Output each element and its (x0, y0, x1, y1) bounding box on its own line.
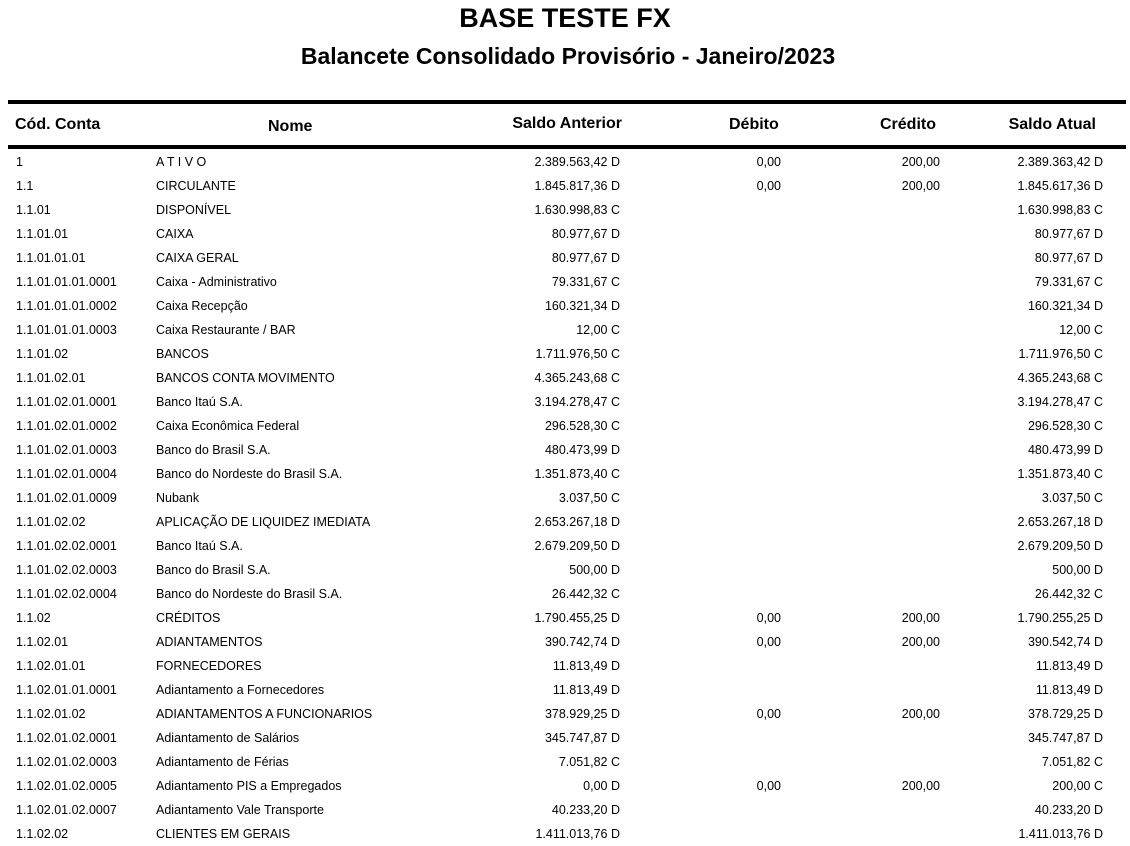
account-name: Banco Itaú S.A. (156, 395, 243, 409)
saldo-atual-value: 480.473,99 D (1027, 443, 1103, 457)
account-code: 1 (16, 155, 23, 169)
saldo-atual-value: 296.528,30 C (1027, 419, 1103, 433)
saldo-anterior-value: 296.528,30 C (544, 419, 620, 433)
account-code: 1.1.02.01.01.0001 (16, 683, 117, 697)
account-code: 1.1.02.01.02.0005 (16, 779, 117, 793)
table-row (0, 270, 1130, 294)
account-name: Adiantamento Vale Transporte (156, 803, 324, 817)
table-row (0, 534, 1130, 558)
account-name: CLIENTES EM GERAIS (156, 827, 291, 841)
report-subtitle: Balancete Consolidado Provisório - Janeiro/2023 (300, 43, 836, 69)
saldo-atual-value: 11.813,49 D (1035, 683, 1103, 697)
account-name: Banco do Brasil S.A. (156, 563, 271, 577)
account-name: Adiantamento a Fornecedores (156, 683, 325, 697)
credito-value: 200,00 (901, 707, 940, 721)
table-row (0, 702, 1130, 726)
account-code: 1.1.02.01.02 (16, 707, 86, 721)
saldo-atual-value: 1.351.873,40 C (1017, 467, 1103, 481)
credito-value: 200,00 (901, 779, 940, 793)
table-row (0, 246, 1130, 270)
credito-value: 200,00 (901, 179, 940, 193)
account-name: DISPONÍVEL (156, 203, 232, 217)
saldo-anterior-value: 79.331,67 C (551, 275, 620, 289)
account-code: 1.1.01.02.02.0001 (16, 539, 117, 553)
account-name: ADIANTAMENTOS A FUNCIONARIOS (156, 707, 373, 721)
saldo-anterior-value: 500,00 D (569, 563, 620, 577)
saldo-anterior-value: 80.977,67 D (551, 227, 620, 241)
table-row (0, 654, 1130, 678)
debito-value: 0,00 (756, 707, 781, 721)
table-row (0, 606, 1130, 630)
saldo-atual-value: 7.051,82 C (1041, 755, 1103, 769)
saldo-atual-value: 1.411.013,76 D (1018, 827, 1103, 841)
report-title: BASE TESTE FX (459, 3, 671, 33)
account-name: BANCOS (156, 347, 209, 361)
saldo-anterior-value: 378.929,25 D (544, 707, 620, 721)
saldo-atual-value: 2.389.363,42 D (1017, 155, 1103, 169)
credito-value: 200,00 (901, 155, 940, 169)
saldo-anterior-value: 1.411.013,76 D (535, 827, 620, 841)
saldo-anterior-value: 26.442,32 C (551, 587, 620, 601)
table-row (0, 174, 1130, 198)
table-row (0, 486, 1130, 510)
saldo-anterior-value: 11.813,49 D (552, 659, 620, 673)
account-code: 1.1 (16, 179, 34, 193)
saldo-atual-value: 1.630.998,83 C (1017, 203, 1103, 217)
table-row (0, 366, 1130, 390)
account-name: Caixa - Administrativo (156, 275, 277, 289)
table-row (0, 222, 1130, 246)
column-header-debito: Débito (729, 116, 779, 133)
account-name: CRÉDITOS (156, 611, 221, 625)
saldo-atual-value: 345.747,87 D (1027, 731, 1103, 745)
saldo-anterior-value: 7.051,82 C (558, 755, 620, 769)
saldo-atual-value: 378.729,25 D (1027, 707, 1103, 721)
saldo-anterior-value: 4.365.243,68 C (534, 371, 620, 385)
saldo-anterior-value: 2.389.563,42 D (534, 155, 620, 169)
saldo-atual-value: 200,00 C (1052, 779, 1103, 793)
saldo-atual-value: 500,00 D (1052, 563, 1103, 577)
saldo-anterior-value: 3.194.278,47 C (534, 395, 620, 409)
saldo-anterior-value: 80.977,67 D (551, 251, 620, 265)
table-row (0, 150, 1130, 174)
saldo-atual-value: 1.711.976,50 C (1018, 347, 1103, 361)
table-row (0, 438, 1130, 462)
saldo-anterior-value: 12,00 C (576, 323, 620, 337)
table-row (0, 462, 1130, 486)
table-row (0, 414, 1130, 438)
account-name: Banco do Brasil S.A. (156, 443, 271, 457)
saldo-atual-value: 160.321,34 D (1027, 299, 1103, 313)
credito-value: 200,00 (901, 611, 940, 625)
account-code: 1.1.01.01.01.0002 (16, 299, 117, 313)
account-code: 1.1.01.02.01.0001 (16, 395, 117, 409)
saldo-anterior-value: 1.630.998,83 C (534, 203, 620, 217)
table-row (0, 822, 1130, 846)
saldo-atual-value: 3.037,50 C (1041, 491, 1103, 505)
account-name: A T I V O (156, 155, 207, 169)
account-code: 1.1.02.01.02.0001 (16, 731, 117, 745)
saldo-anterior-value: 1.845.817,36 D (534, 179, 620, 193)
saldo-atual-value: 1.845.617,36 D (1017, 179, 1103, 193)
account-code: 1.1.01.02.01.0002 (16, 419, 117, 433)
saldo-anterior-value: 1.711.976,50 C (535, 347, 620, 361)
saldo-anterior-value: 1.790.455,25 D (534, 611, 620, 625)
table-row (0, 630, 1130, 654)
table-row (0, 726, 1130, 750)
table-row (0, 582, 1130, 606)
saldo-atual-value: 80.977,67 D (1034, 251, 1103, 265)
saldo-atual-value: 26.442,32 C (1034, 587, 1103, 601)
table-row (0, 558, 1130, 582)
column-header-saldo-atual: Saldo Atual (1008, 116, 1096, 133)
account-name: CIRCULANTE (156, 179, 236, 193)
credito-value: 200,00 (901, 635, 940, 649)
account-code: 1.1.02.01.02.0003 (16, 755, 117, 769)
saldo-anterior-value: 11.813,49 D (552, 683, 620, 697)
saldo-atual-value: 11.813,49 D (1035, 659, 1103, 673)
saldo-anterior-value: 390.742,74 D (544, 635, 620, 649)
table-row (0, 678, 1130, 702)
table-row (0, 798, 1130, 822)
table-row (0, 198, 1130, 222)
table-row (0, 510, 1130, 534)
account-code: 1.1.02.01.01 (16, 659, 86, 673)
account-name: CAIXA GERAL (156, 251, 239, 265)
debito-value: 0,00 (756, 155, 781, 169)
account-name: Banco do Nordeste do Brasil S.A. (156, 467, 343, 481)
saldo-atual-value: 80.977,67 D (1034, 227, 1103, 241)
account-name: Banco Itaú S.A. (156, 539, 243, 553)
account-name: Caixa Recepção (156, 299, 248, 313)
table-row (0, 294, 1130, 318)
account-code: 1.1.01.01.01.0001 (16, 275, 117, 289)
saldo-anterior-value: 3.037,50 C (558, 491, 620, 505)
debito-value: 0,00 (756, 611, 781, 625)
debito-value: 0,00 (756, 635, 781, 649)
saldo-anterior-value: 2.679.209,50 D (534, 539, 620, 553)
account-code: 1.1.01.02.01 (16, 371, 86, 385)
saldo-atual-value: 40.233,20 D (1034, 803, 1103, 817)
header-top-rule (8, 100, 1126, 104)
account-code: 1.1.01.02.02.0003 (16, 563, 117, 577)
saldo-anterior-value: 0,00 D (583, 779, 620, 793)
account-name: Adiantamento PIS a Empregados (156, 779, 342, 793)
saldo-atual-value: 3.194.278,47 C (1017, 395, 1103, 409)
column-header-credito: Crédito (880, 116, 936, 133)
column-header-nome: Nome (268, 118, 313, 135)
account-code: 1.1.01.02.01.0004 (16, 467, 117, 481)
account-code: 1.1.01 (16, 203, 51, 217)
account-name: Adiantamento de Salários (156, 731, 300, 745)
account-name: FORNECEDORES (156, 659, 262, 673)
table-row (0, 318, 1130, 342)
saldo-anterior-value: 345.747,87 D (544, 731, 620, 745)
account-code: 1.1.01.02.01.0009 (16, 491, 117, 505)
table-row (0, 390, 1130, 414)
account-code: 1.1.01.02.02.0004 (16, 587, 117, 601)
saldo-anterior-value: 160.321,34 D (544, 299, 620, 313)
saldo-atual-value: 2.679.209,50 D (1017, 539, 1103, 553)
account-code: 1.1.01.02.01.0003 (16, 443, 117, 457)
saldo-atual-value: 12,00 C (1059, 323, 1103, 337)
account-name: Caixa Restaurante / BAR (156, 323, 296, 337)
account-code: 1.1.01.01.01 (16, 251, 86, 265)
saldo-anterior-value: 1.351.873,40 C (534, 467, 620, 481)
account-name: CAIXA (156, 227, 194, 241)
header-bottom-rule (8, 145, 1126, 149)
balance-table-body (0, 150, 1130, 846)
account-code: 1.1.01.02.02 (16, 515, 86, 529)
account-name: APLICAÇÃO DE LIQUIDEZ IMEDIATA (156, 515, 371, 529)
saldo-atual-value: 79.331,67 C (1034, 275, 1103, 289)
account-code: 1.1.02 (16, 611, 51, 625)
account-name: Nubank (156, 491, 200, 505)
saldo-anterior-value: 480.473,99 D (544, 443, 620, 457)
debito-value: 0,00 (756, 179, 781, 193)
account-code: 1.1.02.02 (16, 827, 69, 841)
table-row (0, 750, 1130, 774)
account-name: Caixa Econômica Federal (156, 419, 300, 433)
account-code: 1.1.01.01 (16, 227, 69, 241)
debito-value: 0,00 (756, 779, 781, 793)
account-code: 1.1.02.01.02.0007 (16, 803, 117, 817)
saldo-anterior-value: 40.233,20 D (551, 803, 620, 817)
account-name: Adiantamento de Férias (156, 755, 289, 769)
account-name: BANCOS CONTA MOVIMENTO (156, 371, 335, 385)
account-code: 1.1.01.01.01.0003 (16, 323, 117, 337)
table-row (0, 774, 1130, 798)
saldo-atual-value: 2.653.267,18 D (1017, 515, 1103, 529)
account-name: Banco do Nordeste do Brasil S.A. (156, 587, 343, 601)
saldo-atual-value: 390.542,74 D (1027, 635, 1103, 649)
saldo-atual-value: 1.790.255,25 D (1017, 611, 1103, 625)
account-name: ADIANTAMENTOS (156, 635, 263, 649)
table-row (0, 342, 1130, 366)
column-header-saldo-anterior: Saldo Anterior (512, 115, 622, 132)
column-header-codigo: Cód. Conta (15, 116, 101, 133)
account-code: 1.1.02.01 (16, 635, 69, 649)
saldo-atual-value: 4.365.243,68 C (1017, 371, 1103, 385)
saldo-anterior-value: 2.653.267,18 D (534, 515, 620, 529)
account-code: 1.1.01.02 (16, 347, 69, 361)
